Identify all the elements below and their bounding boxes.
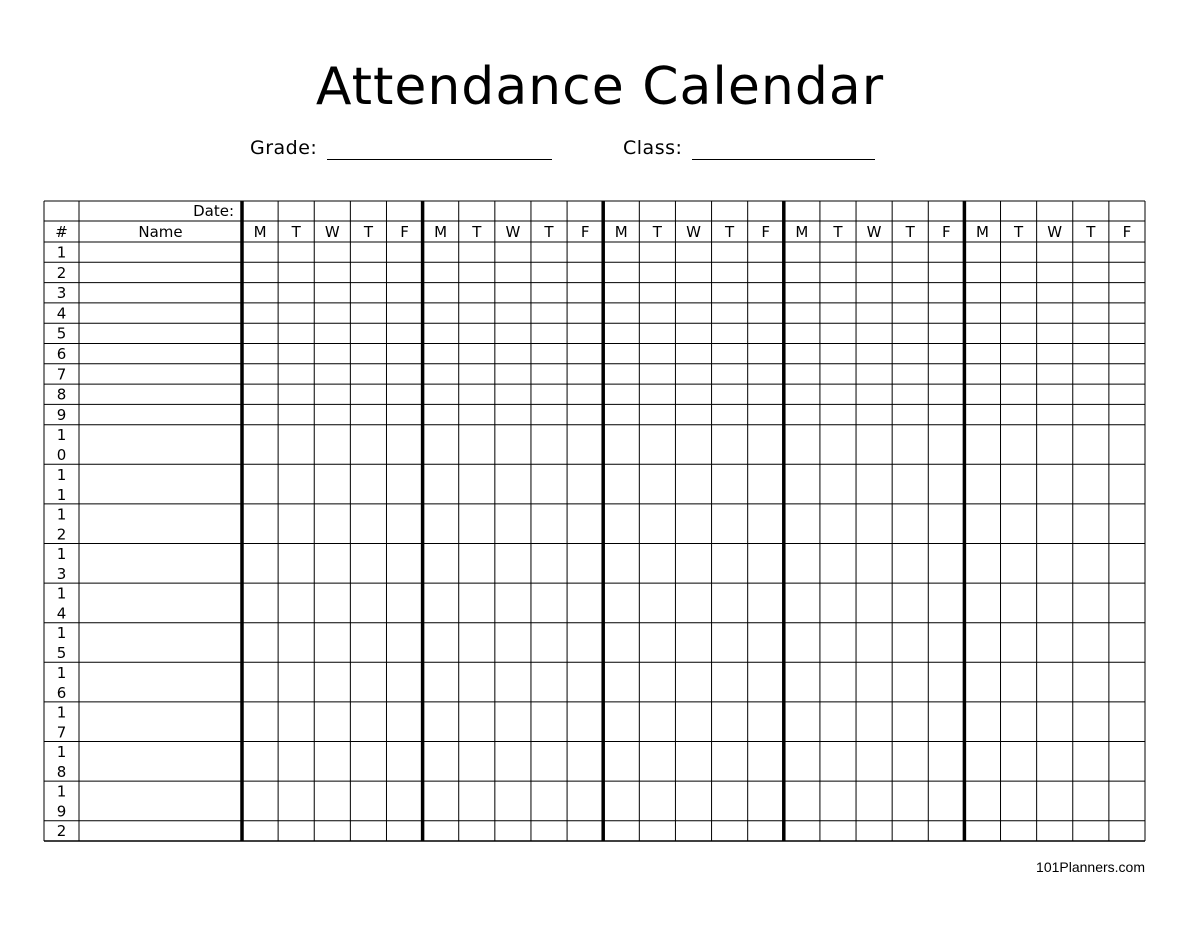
grade-label: Grade: bbox=[250, 137, 318, 159]
day-header: T bbox=[725, 223, 735, 241]
day-header: M bbox=[434, 223, 448, 241]
day-header: W bbox=[686, 223, 701, 241]
number-header: # bbox=[55, 223, 68, 241]
day-header: T bbox=[363, 223, 374, 241]
row-number: 1 8 bbox=[56, 743, 67, 781]
row-number: 6 bbox=[56, 345, 67, 363]
row-number: 7 bbox=[56, 365, 67, 384]
row-number: 2 bbox=[56, 263, 67, 282]
date-label: Date: bbox=[193, 202, 234, 220]
row-number: 2 bbox=[56, 822, 67, 841]
row-number: 1 6 bbox=[56, 663, 67, 702]
row-number: 1 3 bbox=[56, 545, 67, 583]
day-header: T bbox=[544, 223, 554, 241]
day-header: W bbox=[324, 223, 340, 241]
day-header: T bbox=[1086, 223, 1096, 241]
day-header: F bbox=[1122, 223, 1132, 241]
day-header: T bbox=[472, 223, 482, 241]
footer-brand: 101Planners.com bbox=[1036, 859, 1145, 875]
row-number: 1 5 bbox=[56, 624, 67, 663]
day-header: F bbox=[400, 223, 409, 241]
day-header: M bbox=[795, 223, 809, 241]
row-number: 5 bbox=[56, 324, 67, 343]
row-number: 8 bbox=[56, 385, 67, 404]
row-number: 1 4 bbox=[56, 584, 67, 623]
day-header: F bbox=[942, 223, 951, 241]
row-number: 1 2 bbox=[56, 505, 67, 544]
row-number: 1 0 bbox=[56, 426, 67, 465]
day-header: W bbox=[1047, 223, 1063, 241]
day-header: M bbox=[614, 223, 628, 241]
day-header: M bbox=[253, 223, 267, 241]
day-header: T bbox=[652, 223, 662, 241]
day-header: M bbox=[975, 223, 989, 241]
day-header: F bbox=[580, 223, 590, 241]
row-number: 1 7 bbox=[56, 703, 67, 742]
day-header: T bbox=[291, 223, 301, 241]
day-header: W bbox=[866, 223, 882, 241]
name-header: Name bbox=[138, 223, 183, 241]
row-number: 1 9 bbox=[56, 782, 67, 821]
page-title: Attendance Calendar bbox=[315, 57, 885, 117]
day-header: T bbox=[905, 223, 915, 241]
day-header: F bbox=[761, 223, 771, 241]
row-number: 4 bbox=[56, 304, 67, 323]
row-number: 3 bbox=[56, 284, 67, 303]
day-header: W bbox=[505, 223, 521, 241]
class-label: Class: bbox=[623, 137, 683, 159]
row-number: 1 bbox=[56, 243, 67, 262]
day-header: T bbox=[1013, 223, 1024, 241]
row-number: 1 1 bbox=[56, 465, 67, 504]
row-number: 9 bbox=[56, 405, 67, 424]
day-header: T bbox=[833, 223, 843, 241]
